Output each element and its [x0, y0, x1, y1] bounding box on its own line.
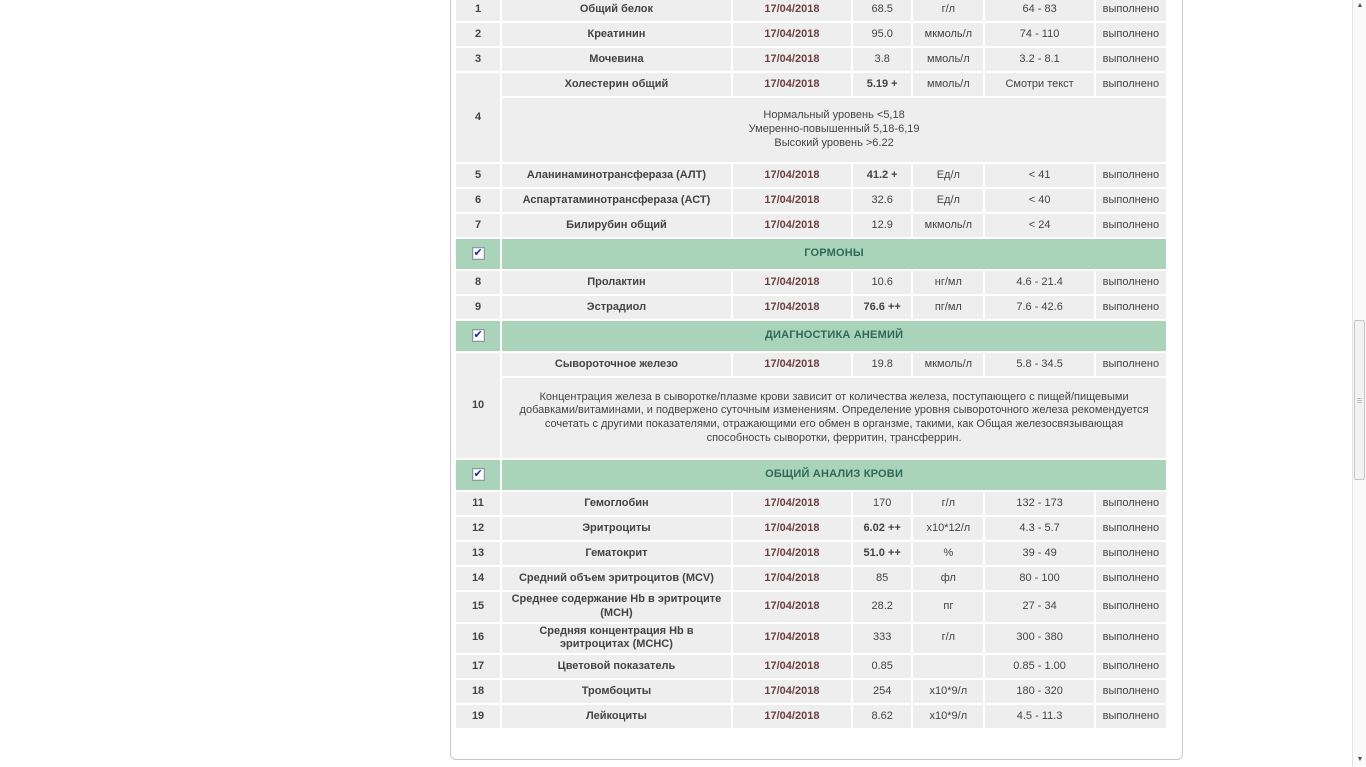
test-row [456, 517, 1166, 540]
status-badge: выполнено [1096, 680, 1166, 703]
test-units [913, 655, 983, 678]
test-name: Креатинин [502, 23, 731, 46]
vertical-scrollbar[interactable] [1352, 0, 1366, 767]
test-name: Среднее содержание Hb в эритроците (MCH) [502, 592, 731, 622]
test-row [456, 214, 1166, 237]
test-units: г/л [913, 492, 983, 515]
scroll-up-icon[interactable]: ▲ [1356, 2, 1364, 9]
section-title: ГОРМОНЫ [502, 239, 1166, 269]
test-name: Эритроциты [502, 517, 731, 540]
test-units: ммоль/л [913, 73, 983, 96]
reference-range: < 40 [985, 189, 1093, 212]
test-units: пг/мл [913, 296, 983, 319]
test-units: х10*12/л [913, 517, 983, 540]
test-result: 68.5 [853, 0, 911, 21]
row-number: 3 [456, 48, 500, 71]
row-number: 12 [456, 517, 500, 540]
test-row [456, 567, 1166, 590]
test-result: 28.2 [853, 592, 911, 622]
row-number: 15 [456, 592, 500, 622]
row-number: 16 [456, 624, 500, 654]
status-badge: выполнено [1096, 189, 1166, 212]
test-result: 51.0 ++ [853, 542, 911, 565]
row-number: 14 [456, 567, 500, 590]
row-number: 4 [456, 73, 500, 162]
row-number: 1 [456, 0, 500, 21]
note-line: Высокий уровень >6.22 [774, 136, 894, 149]
test-row [456, 189, 1166, 212]
test-row [456, 680, 1166, 703]
test-date: 17/04/2018 [733, 189, 851, 212]
status-badge: выполнено [1096, 517, 1166, 540]
reference-range: < 41 [985, 164, 1093, 187]
reference-range: 300 - 380 [985, 624, 1093, 654]
row-number: 13 [456, 542, 500, 565]
status-badge: выполнено [1096, 73, 1166, 96]
reference-range: 7.6 - 42.6 [985, 296, 1093, 319]
section-header-row [456, 239, 1166, 269]
row-number: 2 [456, 23, 500, 46]
test-name: Общий белок [502, 0, 731, 21]
status-badge: выполнено [1096, 296, 1166, 319]
test-name: Билирубин общий [502, 214, 731, 237]
reference-range: 39 - 49 [985, 542, 1093, 565]
test-name: Холестерин общий [502, 73, 731, 96]
section-header-row [456, 321, 1166, 351]
test-note [502, 378, 1166, 458]
test-result: 19.8 [853, 353, 911, 376]
section-title: ОБЩИЙ АНАЛИЗ КРОВИ [502, 460, 1166, 490]
reference-range: 74 - 110 [985, 23, 1093, 46]
test-date: 17/04/2018 [733, 353, 851, 376]
test-row [456, 271, 1166, 294]
test-row [456, 705, 1166, 728]
status-badge: выполнено [1096, 542, 1166, 565]
test-name: Цветовой показатель [502, 655, 731, 678]
status-badge: выполнено [1096, 492, 1166, 515]
row-number: 17 [456, 655, 500, 678]
status-badge: выполнено [1096, 0, 1166, 21]
reference-range: 64 - 83 [985, 0, 1093, 21]
test-date: 17/04/2018 [733, 517, 851, 540]
test-result: 8.62 [853, 705, 911, 728]
test-date: 17/04/2018 [733, 680, 851, 703]
status-badge: выполнено [1096, 592, 1166, 622]
test-date: 17/04/2018 [733, 567, 851, 590]
test-row [456, 655, 1166, 678]
test-date: 17/04/2018 [733, 164, 851, 187]
test-name: Сывороточное железо [502, 353, 731, 376]
status-badge: выполнено [1096, 567, 1166, 590]
test-date: 17/04/2018 [733, 492, 851, 515]
test-result: 170 [853, 492, 911, 515]
test-row [456, 542, 1166, 565]
lab-results-table [454, 0, 1168, 730]
test-units: х10*9/л [913, 680, 983, 703]
test-name: Пролактин [502, 271, 731, 294]
test-units: Ед/л [913, 189, 983, 212]
note-line: Нормальный уровень <5,18 [763, 109, 905, 122]
test-units: г/л [913, 624, 983, 654]
status-badge: выполнено [1096, 164, 1166, 187]
test-name: Аспартатаминотрансфераза (АСТ) [502, 189, 731, 212]
section-checkbox[interactable]: ✔ [473, 328, 483, 341]
test-units: мкмоль/л [913, 23, 983, 46]
test-result: 5.19 + [853, 73, 911, 96]
test-result: 41.2 + [853, 164, 911, 187]
test-units: х10*9/л [913, 705, 983, 728]
test-units: % [913, 542, 983, 565]
test-result: 10.6 [853, 271, 911, 294]
test-result: 76.6 ++ [853, 296, 911, 319]
test-units: фл [913, 567, 983, 590]
row-number: 5 [456, 164, 500, 187]
section-checkbox-cell [456, 460, 500, 490]
status-badge: выполнено [1096, 214, 1166, 237]
test-date: 17/04/2018 [733, 271, 851, 294]
section-checkbox[interactable]: ✔ [473, 246, 483, 259]
test-name: Гематокрит [502, 542, 731, 565]
test-units: пг [913, 592, 983, 622]
status-badge: выполнено [1096, 23, 1166, 46]
test-note [502, 98, 1166, 162]
test-name: Тромбоциты [502, 680, 731, 703]
section-checkbox-cell [456, 321, 500, 351]
test-date: 17/04/2018 [733, 48, 851, 71]
test-result: 3.8 [853, 48, 911, 71]
test-result: 6.02 ++ [853, 517, 911, 540]
row-number: 11 [456, 492, 500, 515]
test-date: 17/04/2018 [733, 655, 851, 678]
test-name: Средняя концентрация Hb в эритроцитах (MCHC) [502, 624, 731, 654]
status-badge: выполнено [1096, 271, 1166, 294]
status-badge: выполнено [1096, 705, 1166, 728]
status-badge: выполнено [1096, 655, 1166, 678]
test-units: мкмоль/л [913, 214, 983, 237]
test-date: 17/04/2018 [733, 73, 851, 96]
test-row [456, 624, 1166, 654]
test-units: г/л [913, 0, 983, 21]
row-number: 19 [456, 705, 500, 728]
test-units: нг/мл [913, 271, 983, 294]
test-units: Ед/л [913, 164, 983, 187]
row-number: 6 [456, 189, 500, 212]
reference-range: 27 - 34 [985, 592, 1093, 622]
test-date: 17/04/2018 [733, 296, 851, 319]
test-row [456, 0, 1166, 21]
test-result: 254 [853, 680, 911, 703]
row-number: 18 [456, 680, 500, 703]
test-date: 17/04/2018 [733, 542, 851, 565]
test-row [456, 48, 1166, 71]
reference-range: 180 - 320 [985, 680, 1093, 703]
test-row [456, 164, 1166, 187]
test-row [456, 353, 1166, 376]
reference-range: 80 - 100 [985, 567, 1093, 590]
status-badge: выполнено [1096, 48, 1166, 71]
row-number: 10 [456, 353, 500, 458]
test-row [456, 592, 1166, 622]
test-result: 0.85 [853, 655, 911, 678]
section-checkbox-cell [456, 239, 500, 269]
status-badge: выполнено [1096, 353, 1166, 376]
note-line: Концентрация железа в сыворотке/плазме крови зависит от количества железа, поступающего с пищей/пищевыми добавками/витаминами, и подвержено суточным изменениям. Определение уровня сывороточного железа рекомендуется сочетать с другими показателями, отражающими его обмен в органзме, такими, как Общая железосвязывающая способность сыворотки, ферритин, трансферрин. [519, 390, 1149, 444]
section-checkbox[interactable]: ✔ [473, 467, 483, 480]
test-name: Эстрадиол [502, 296, 731, 319]
test-date: 17/04/2018 [733, 214, 851, 237]
reference-range: < 24 [985, 214, 1093, 237]
test-name: Лейкоциты [502, 705, 731, 728]
reference-range: 4.3 - 5.7 [985, 517, 1093, 540]
test-row [456, 492, 1166, 515]
reference-range: Смотри текст [985, 73, 1093, 96]
reference-range: 3.2 - 8.1 [985, 48, 1093, 71]
test-date: 17/04/2018 [733, 705, 851, 728]
test-date: 17/04/2018 [733, 23, 851, 46]
reference-range: 4.6 - 21.4 [985, 271, 1093, 294]
scroll-down-icon[interactable]: ▼ [1356, 756, 1364, 763]
section-header-row [456, 460, 1166, 490]
row-number: 7 [456, 214, 500, 237]
section-title: ДИАГНОСТИКА АНЕМИЙ [502, 321, 1166, 351]
test-result: 333 [853, 624, 911, 654]
test-result: 32.6 [853, 189, 911, 212]
row-number: 9 [456, 296, 500, 319]
test-note-row [456, 98, 1166, 162]
reference-range: 4.5 - 11.3 [985, 705, 1093, 728]
test-row [456, 23, 1166, 46]
test-name: Мочевина [502, 48, 731, 71]
test-date: 17/04/2018 [733, 624, 851, 654]
test-date: 17/04/2018 [733, 592, 851, 622]
scrollbar-grip-icon [1357, 397, 1362, 404]
test-name: Аланинаминотрансфераза (АЛТ) [502, 164, 731, 187]
scrollbar-thumb[interactable] [1354, 320, 1365, 480]
test-result: 85 [853, 567, 911, 590]
note-line: Умеренно-повышенный 5,18-6,19 [748, 123, 920, 136]
test-units: ммоль/л [913, 48, 983, 71]
reference-range: 0.85 - 1.00 [985, 655, 1093, 678]
test-name: Средний объем эритроцитов (MCV) [502, 567, 731, 590]
test-name: Гемоглобин [502, 492, 731, 515]
reference-range: 132 - 173 [985, 492, 1093, 515]
test-note-row [456, 378, 1166, 458]
test-row [456, 296, 1166, 319]
test-row [456, 73, 1166, 96]
test-date: 17/04/2018 [733, 0, 851, 21]
test-units: мкмоль/л [913, 353, 983, 376]
status-badge: выполнено [1096, 624, 1166, 654]
reference-range: 5.8 - 34.5 [985, 353, 1093, 376]
test-result: 95.0 [853, 23, 911, 46]
test-result: 12.9 [853, 214, 911, 237]
row-number: 8 [456, 271, 500, 294]
